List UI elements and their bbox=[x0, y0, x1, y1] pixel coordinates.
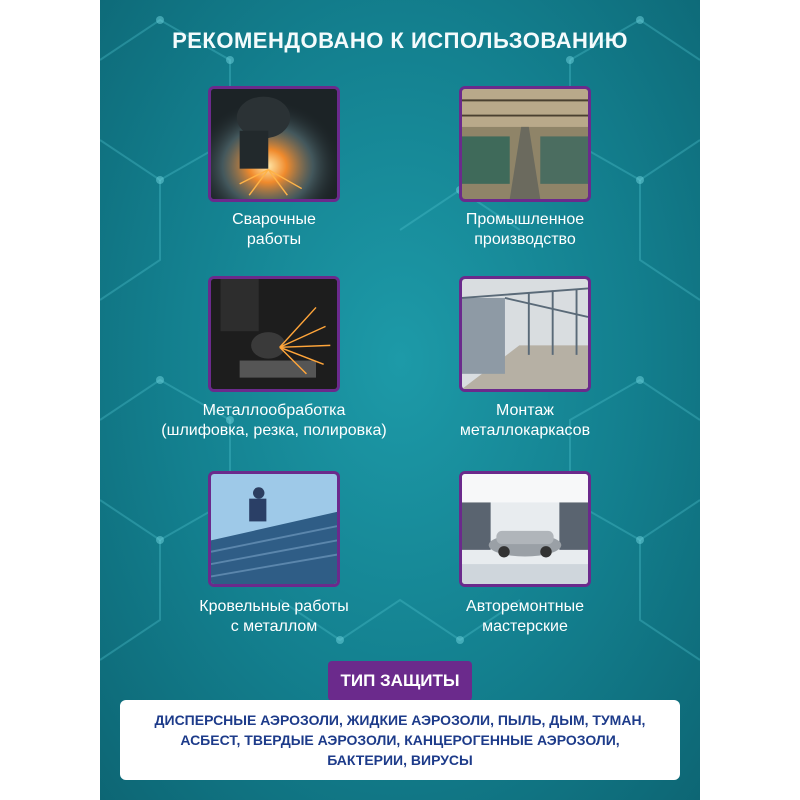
auto-repair-image bbox=[459, 471, 591, 587]
caption-line: производство bbox=[474, 231, 576, 248]
caption-line: Промышленное bbox=[465, 211, 585, 228]
poster-panel bbox=[100, 0, 700, 800]
caption-line: Кровельные работы bbox=[199, 598, 349, 615]
protection-info-box bbox=[120, 700, 680, 780]
factory-image bbox=[459, 86, 591, 202]
caption-frame-construction bbox=[395, 401, 655, 441]
caption-line: (шлифовка, резка, полировка) bbox=[161, 422, 387, 439]
caption-auto-repair bbox=[395, 597, 655, 637]
caption-roofing bbox=[144, 597, 404, 637]
page-title: РЕКОМЕНДОВАНО К ИСПОЛЬЗОВАНИЮ bbox=[172, 28, 628, 53]
protection-line: ДИСПЕРСНЫЕ АЭРОЗОЛИ, ЖИДКИЕ АЭРОЗОЛИ, ПЫЛЬ, ДЫМ, ТУМАН, bbox=[154, 712, 646, 728]
caption-line: Металлообработка bbox=[202, 402, 346, 419]
frame-construction-image bbox=[459, 276, 591, 392]
roofing-image bbox=[208, 471, 340, 587]
caption-line: мастерские bbox=[482, 618, 568, 635]
caption-line: Сварочные bbox=[232, 211, 316, 228]
caption-line: Монтаж bbox=[496, 402, 554, 419]
caption-line: металлокаркасов bbox=[459, 422, 591, 439]
caption-metalworking bbox=[144, 401, 404, 441]
caption-line: с металлом bbox=[230, 618, 318, 635]
caption-line: работы bbox=[246, 231, 302, 248]
welding-image bbox=[208, 86, 340, 202]
grinding-image bbox=[208, 276, 340, 392]
caption-welding bbox=[144, 210, 404, 250]
caption-factory bbox=[395, 210, 655, 250]
protection-line: БАКТЕРИИ, ВИРУСЫ bbox=[327, 752, 473, 768]
caption-line: Авторемонтные bbox=[466, 598, 584, 615]
protection-type-badge: ТИП ЗАЩИТЫ bbox=[328, 661, 472, 701]
protection-line: АСБЕСТ, ТВЕРДЫЕ АЭРОЗОЛИ, КАНЦЕРОГЕННЫЕ АЭРОЗОЛИ, bbox=[180, 732, 620, 748]
